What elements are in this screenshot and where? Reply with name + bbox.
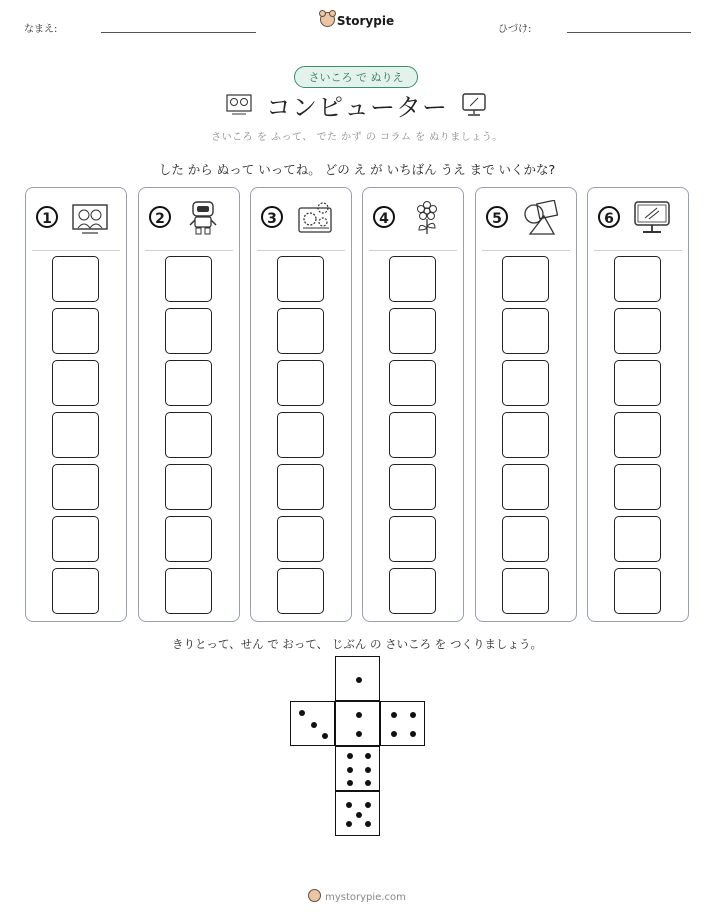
- dice-pip: [365, 767, 371, 773]
- coloring-box[interactable]: [277, 256, 324, 302]
- dice-face-5: [335, 791, 380, 836]
- footer: [0, 889, 714, 903]
- coloring-box[interactable]: [502, 412, 549, 458]
- dice-pip: [356, 677, 362, 683]
- bear-icon: [308, 889, 321, 902]
- brand-logo: [0, 12, 714, 28]
- coloring-box[interactable]: [389, 412, 436, 458]
- computer-monitor-icon: [461, 93, 487, 117]
- cut-instruction: きりとって、せん で おって、 じぶん の さいころ を つくりましょう。: [172, 637, 542, 651]
- dice-pip: [391, 731, 397, 737]
- dice-face-6: [335, 746, 380, 791]
- date-label: ひづけ:: [498, 24, 532, 35]
- dice-pip: [322, 733, 328, 739]
- dice-pip: [311, 722, 317, 728]
- dice-pip: [347, 767, 353, 773]
- coloring-box[interactable]: [52, 360, 99, 406]
- coloring-box[interactable]: [389, 256, 436, 302]
- coloring-box[interactable]: [389, 308, 436, 354]
- name-line: [101, 32, 256, 33]
- family-picture-icon: [70, 200, 110, 236]
- column-number: 6: [598, 206, 620, 228]
- dice-pip: [391, 712, 397, 718]
- coloring-box[interactable]: [277, 412, 324, 458]
- coloring-box[interactable]: [614, 568, 661, 614]
- instruction-text: した から ぬって いってね。 どの え が いちばん うえ まで いくかな?: [158, 162, 556, 177]
- coloring-box[interactable]: [389, 464, 436, 510]
- column-6: [587, 187, 689, 622]
- dice-pip: [356, 712, 362, 718]
- date-line: [567, 32, 691, 33]
- coloring-box[interactable]: [614, 412, 661, 458]
- coloring-box[interactable]: [52, 412, 99, 458]
- coloring-box[interactable]: [614, 360, 661, 406]
- dice-face-1: [335, 656, 380, 701]
- brand-name: Storypie: [336, 14, 395, 28]
- bear-icon: [320, 12, 335, 27]
- column-2: [138, 187, 240, 622]
- coloring-box[interactable]: [277, 360, 324, 406]
- dice-pip: [365, 753, 371, 759]
- footer-url: mystorypie.com: [325, 892, 406, 903]
- coloring-box[interactable]: [52, 464, 99, 510]
- coloring-box[interactable]: [614, 308, 661, 354]
- coloring-box[interactable]: [502, 360, 549, 406]
- dice-pip: [299, 710, 305, 716]
- dice-face-4: [380, 701, 425, 746]
- column-divider: [32, 250, 120, 251]
- coloring-box[interactable]: [502, 308, 549, 354]
- coloring-box[interactable]: [389, 568, 436, 614]
- column-number: 1: [36, 206, 58, 228]
- dice-pip: [346, 802, 352, 808]
- dice-pip: [410, 712, 416, 718]
- dice-pip: [365, 780, 371, 786]
- coloring-box[interactable]: [52, 516, 99, 562]
- column-4: [362, 187, 464, 622]
- coloring-box[interactable]: [277, 464, 324, 510]
- computer-monitor-icon: [632, 200, 672, 236]
- dice-pip: [356, 731, 362, 737]
- column-divider: [369, 250, 457, 251]
- column-divider: [257, 250, 345, 251]
- dice-pip: [346, 821, 352, 827]
- coloring-box[interactable]: [52, 568, 99, 614]
- dice-pip: [365, 821, 371, 827]
- coloring-box[interactable]: [165, 516, 212, 562]
- column-divider: [482, 250, 570, 251]
- robot-icon: [183, 200, 223, 236]
- coloring-box[interactable]: [165, 464, 212, 510]
- machine-gears-icon: [295, 200, 335, 236]
- column-5: [475, 187, 577, 622]
- column-divider: [145, 250, 233, 251]
- coloring-box[interactable]: [165, 360, 212, 406]
- coloring-box[interactable]: [277, 568, 324, 614]
- coloring-box[interactable]: [502, 256, 549, 302]
- column-number: 3: [261, 206, 283, 228]
- coloring-box[interactable]: [277, 516, 324, 562]
- dice-face-3: [290, 701, 335, 746]
- coloring-box[interactable]: [277, 308, 324, 354]
- coloring-box[interactable]: [502, 464, 549, 510]
- shapes-icon: [520, 200, 560, 236]
- dice-pip: [410, 731, 416, 737]
- coloring-box[interactable]: [614, 464, 661, 510]
- coloring-box[interactable]: [502, 568, 549, 614]
- coloring-box[interactable]: [389, 516, 436, 562]
- dice-pip: [365, 802, 371, 808]
- dice-pip: [347, 753, 353, 759]
- coloring-box[interactable]: [165, 308, 212, 354]
- dice-pip: [356, 812, 362, 818]
- column-1: [25, 187, 127, 622]
- column-number: 5: [486, 206, 508, 228]
- coloring-box[interactable]: [52, 308, 99, 354]
- column-divider: [594, 250, 682, 251]
- coloring-box[interactable]: [614, 256, 661, 302]
- activity-badge: さいころ で ぬりえ: [294, 66, 418, 88]
- coloring-box[interactable]: [614, 516, 661, 562]
- coloring-box[interactable]: [52, 256, 99, 302]
- coloring-box[interactable]: [165, 568, 212, 614]
- dice-pip: [347, 780, 353, 786]
- coloring-box[interactable]: [165, 256, 212, 302]
- flower-icon: [407, 200, 447, 236]
- coloring-box[interactable]: [502, 516, 549, 562]
- page-title: コンピューター: [265, 93, 448, 122]
- column-number: 2: [149, 206, 171, 228]
- subtitle: さいころ を ふって、 でた かず の コラム を ぬりましょう。: [211, 132, 503, 143]
- column-3: [250, 187, 352, 622]
- dice-face-2: [335, 701, 380, 746]
- coloring-box[interactable]: [389, 360, 436, 406]
- column-number: 4: [373, 206, 395, 228]
- name-label: なまえ:: [24, 24, 58, 35]
- coloring-box[interactable]: [165, 412, 212, 458]
